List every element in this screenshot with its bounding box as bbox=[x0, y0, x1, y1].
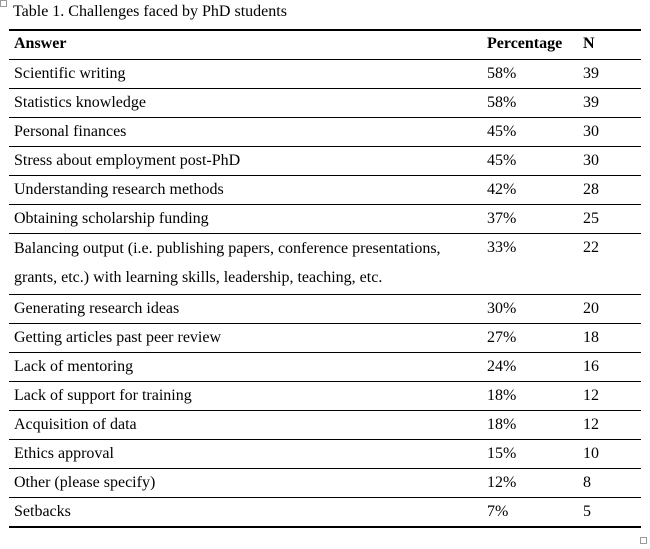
cell-answer bbox=[9, 234, 482, 295]
cell-n: 8 bbox=[578, 469, 641, 498]
column-header-percentage: Percentage bbox=[482, 30, 578, 60]
cell-n: 30 bbox=[578, 147, 641, 176]
corner-marker-top-left bbox=[0, 0, 7, 7]
column-header-answer: Answer bbox=[9, 30, 482, 60]
cell-answer: Stress about employment post-PhD bbox=[9, 147, 482, 176]
table-row bbox=[9, 205, 641, 234]
table-row bbox=[9, 234, 641, 295]
cell-answer: Generating research ideas bbox=[9, 295, 482, 324]
cell-percentage: 24% bbox=[482, 353, 578, 382]
cell-n: 22 bbox=[578, 234, 641, 295]
cell-percentage: 18% bbox=[482, 411, 578, 440]
cell-percentage: 12% bbox=[482, 469, 578, 498]
table-row bbox=[9, 469, 641, 498]
cell-percentage: 27% bbox=[482, 324, 578, 353]
cell-percentage: 42% bbox=[482, 176, 578, 205]
cell-n: 12 bbox=[578, 411, 641, 440]
cell-answer: Setbacks bbox=[9, 498, 482, 528]
cell-n: 39 bbox=[578, 60, 641, 89]
column-header-n: N bbox=[578, 30, 641, 60]
cell-answer: Scientific writing bbox=[9, 60, 482, 89]
cell-answer: Getting articles past peer review bbox=[9, 324, 482, 353]
table-row bbox=[9, 176, 641, 205]
cell-n: 25 bbox=[578, 205, 641, 234]
table-header-row bbox=[9, 30, 641, 60]
cell-n: 39 bbox=[578, 89, 641, 118]
cell-percentage: 58% bbox=[482, 60, 578, 89]
table-row bbox=[9, 324, 641, 353]
cell-percentage: 18% bbox=[482, 382, 578, 411]
cell-answer: Lack of mentoring bbox=[9, 353, 482, 382]
cell-answer-text: Balancing output (i.e. publishing papers, conference presentations, grants, etc.) with learning skills, leadership, teaching, etc. bbox=[14, 240, 441, 286]
cell-answer: Obtaining scholarship funding bbox=[9, 205, 482, 234]
table-row bbox=[9, 147, 641, 176]
cell-percentage: 37% bbox=[482, 205, 578, 234]
cell-percentage: 15% bbox=[482, 440, 578, 469]
cell-percentage: 33% bbox=[482, 234, 578, 295]
cell-percentage: 45% bbox=[482, 118, 578, 147]
table-row bbox=[9, 440, 641, 469]
table-row bbox=[9, 89, 641, 118]
cell-n: 10 bbox=[578, 440, 641, 469]
cell-n: 20 bbox=[578, 295, 641, 324]
table-row bbox=[9, 411, 641, 440]
table-row bbox=[9, 118, 641, 147]
cell-n: 30 bbox=[578, 118, 641, 147]
cell-answer: Ethics approval bbox=[9, 440, 482, 469]
cell-answer: Understanding research methods bbox=[9, 176, 482, 205]
cell-answer: Personal finances bbox=[9, 118, 482, 147]
cell-percentage: 58% bbox=[482, 89, 578, 118]
table-row bbox=[9, 60, 641, 89]
cell-n: 5 bbox=[578, 498, 641, 528]
table-caption: Table 1. Challenges faced by PhD students bbox=[13, 3, 287, 20]
cell-answer: Acquisition of data bbox=[9, 411, 482, 440]
table-row bbox=[9, 295, 641, 324]
challenges-table bbox=[9, 29, 641, 528]
cell-n: 12 bbox=[578, 382, 641, 411]
cell-n: 16 bbox=[578, 353, 641, 382]
cell-n: 18 bbox=[578, 324, 641, 353]
cell-answer: Lack of support for training bbox=[9, 382, 482, 411]
cell-n: 28 bbox=[578, 176, 641, 205]
cell-answer: Other (please specify) bbox=[9, 469, 482, 498]
table-row bbox=[9, 498, 641, 528]
cell-percentage: 7% bbox=[482, 498, 578, 528]
table-row bbox=[9, 353, 641, 382]
cell-answer: Statistics knowledge bbox=[9, 89, 482, 118]
cell-percentage: 45% bbox=[482, 147, 578, 176]
corner-marker-bottom-right bbox=[640, 537, 647, 544]
cell-percentage: 30% bbox=[482, 295, 578, 324]
table-row bbox=[9, 382, 641, 411]
